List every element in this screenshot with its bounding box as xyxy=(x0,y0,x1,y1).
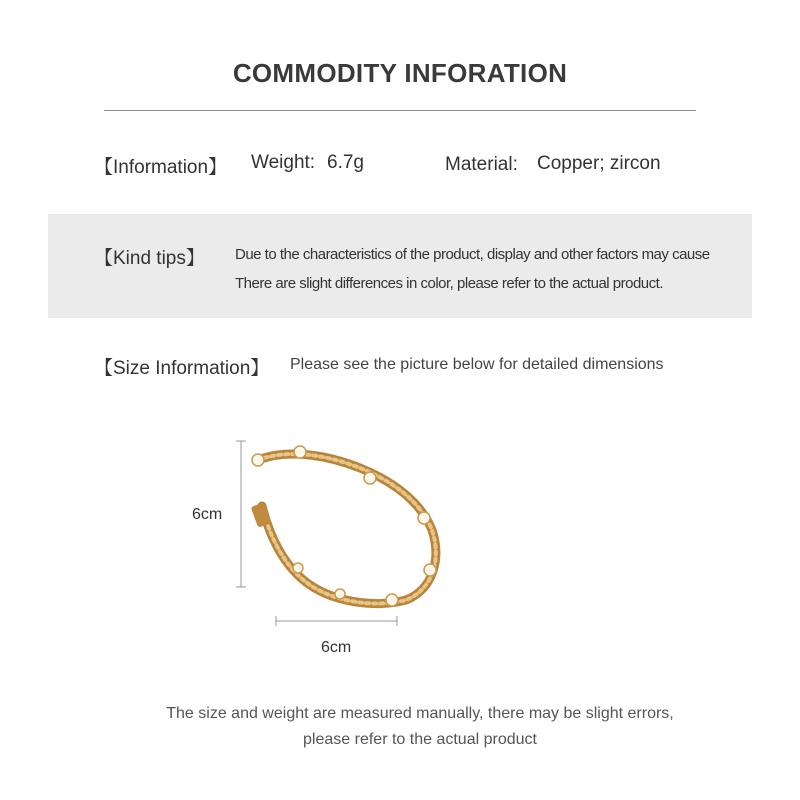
width-dimension-label: 6cm xyxy=(321,639,352,656)
product-image xyxy=(180,420,460,640)
size-information-label: 【Size Information】 xyxy=(94,358,270,379)
page-title: COMMODITY INFORATION xyxy=(232,58,568,88)
kind-tip-line: Due to the characteristics of the product, display and other factors may cause xyxy=(235,246,710,263)
material-value: Copper; zircon xyxy=(537,153,661,174)
width-dimension-line xyxy=(276,616,397,626)
title-divider xyxy=(104,110,696,111)
size-description: Please see the picture below for detailed dimensions xyxy=(290,356,664,373)
footnote-line: please refer to the actual product xyxy=(303,731,537,748)
footnote-line: The size and weight are measured manually, there may be slight errors, xyxy=(166,705,674,722)
material-label: Material: xyxy=(445,154,518,175)
kind-tips-label: 【Kind tips】 xyxy=(94,248,205,269)
hoop-earring-icon xyxy=(251,446,436,606)
weight-label: Weight: xyxy=(251,152,316,173)
height-dimension-line xyxy=(236,441,246,587)
height-dimension-label: 6cm xyxy=(192,506,223,523)
weight-value: 6.7g xyxy=(327,152,364,173)
information-label: 【Information】 xyxy=(94,157,228,178)
kind-tip-line: There are slight differences in color, please refer to the actual product. xyxy=(235,275,663,292)
